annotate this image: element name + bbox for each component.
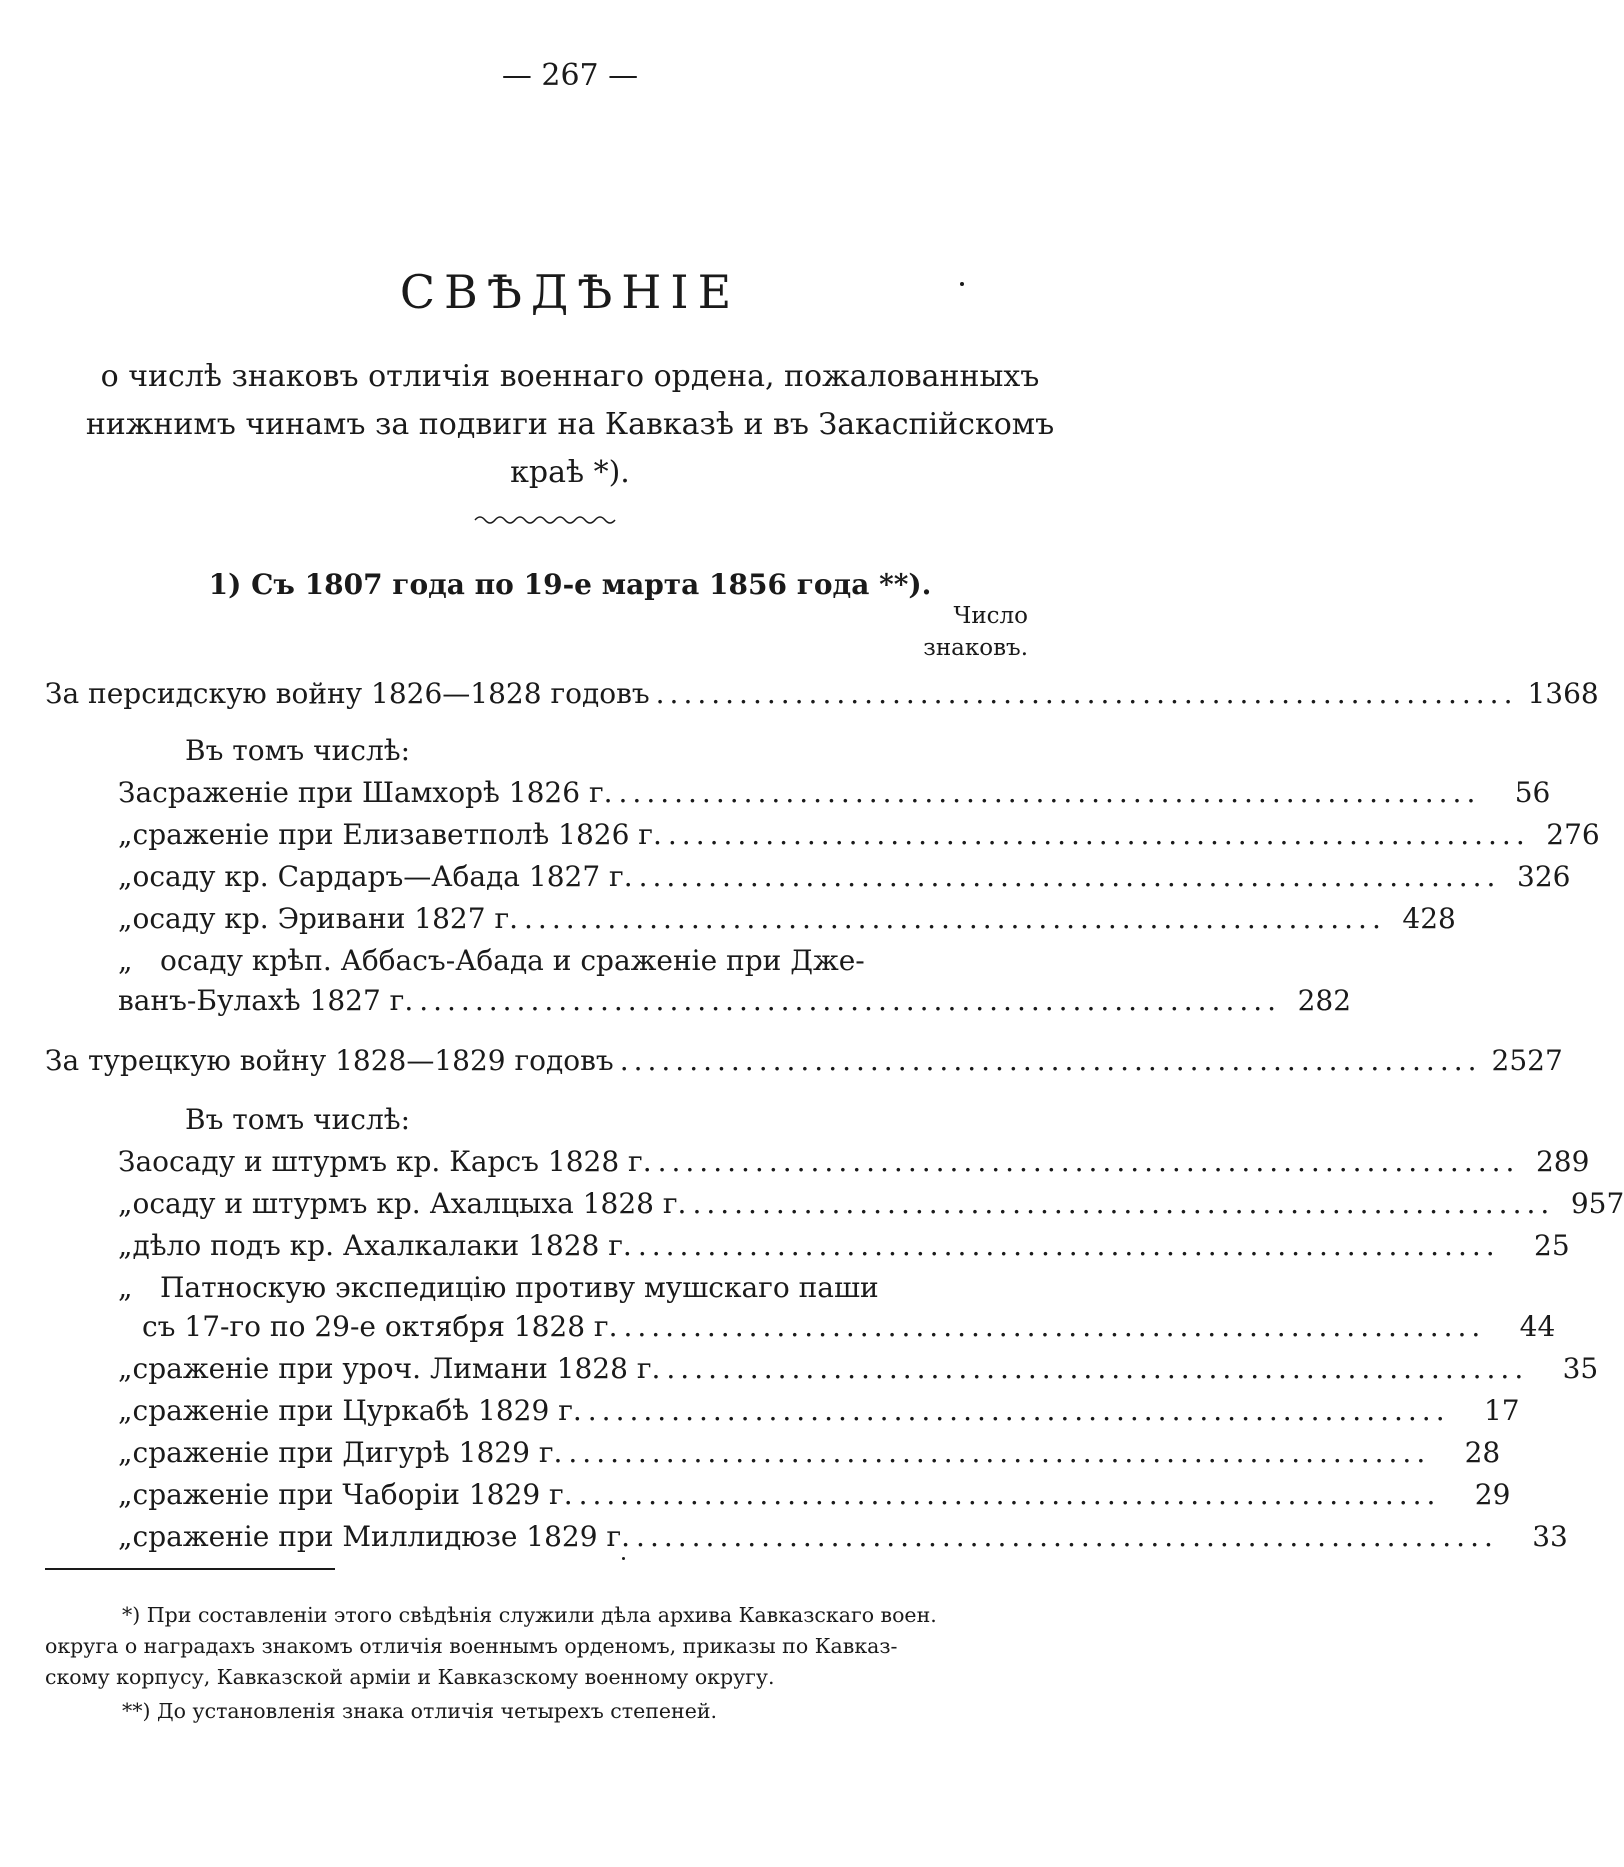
print-speck <box>960 282 964 286</box>
footnote-1-line-1: *) При составленіи этого свѣдѣнія служили дѣла архива Кавказскаго воен. <box>122 1603 937 1627</box>
column-header-line-1: Число <box>953 603 1028 629</box>
item-count: 17 <box>1483 1394 1520 1427</box>
item-count: 25 <box>1534 1229 1570 1262</box>
list-item <box>118 1394 1520 1428</box>
ditto-mark: „ <box>118 1520 133 1553</box>
item-text: сраженіе при Чаборіи 1829 г. <box>132 1478 573 1511</box>
ditto-mark: „ <box>118 1352 133 1385</box>
item-count: 28 <box>1464 1436 1501 1469</box>
persian-war-including: Въ томъ числѣ: <box>185 734 411 767</box>
footnote-1-line-2: округа о наградахъ знакомъ отличія военнымъ орденомъ, приказы по Кавказ- <box>45 1634 898 1658</box>
item-text: осаду крѣп. Аббасъ-Абада и сраженіе при Дже- <box>160 944 865 977</box>
wavy-divider <box>475 514 615 526</box>
dot-leader: .............................................................. <box>623 1310 1486 1343</box>
ditto-mark: За <box>118 1145 153 1178</box>
page-number: — 267 — <box>501 58 639 93</box>
dot-leader: .............................................................. <box>666 1352 1529 1385</box>
turkish-war-including: Въ томъ числѣ: <box>185 1103 411 1136</box>
dot-leader: .............................................................. <box>657 1145 1520 1178</box>
item-count: 957 <box>1570 1187 1624 1220</box>
list-item <box>118 1352 1599 1386</box>
item-count: 29 <box>1474 1478 1511 1511</box>
dot-leader: .............................................................. <box>638 860 1501 893</box>
item-count: 56 <box>1514 776 1551 809</box>
dot-leader: .............................................................. <box>667 818 1530 851</box>
item-count: 276 <box>1546 818 1600 851</box>
footnote-1-line-3: скому корпусу, Кавказской арміи и Кавказскому военному округу. <box>45 1665 775 1689</box>
dot-leader: .............................................................. <box>578 1478 1441 1511</box>
list-item <box>118 1436 1501 1470</box>
dot-leader: .............................................................. <box>587 1394 1450 1427</box>
ditto-mark: „ <box>118 944 133 977</box>
item-text: съ 17-го по 29-е октября 1828 г. <box>142 1310 618 1343</box>
list-item-wrapped-second <box>118 1310 1556 1344</box>
ditto-mark: „ <box>118 1394 133 1427</box>
item-text: ванъ-Булахѣ 1827 г. <box>118 984 414 1017</box>
item-count: 289 <box>1535 1145 1590 1178</box>
item-count: 33 <box>1532 1520 1568 1553</box>
ditto-mark: „ <box>118 1229 133 1262</box>
item-text: сраженіе при Елизаветполѣ 1826 г. <box>132 818 662 851</box>
list-item <box>118 1187 1624 1221</box>
item-text: сраженіе при Миллидюзе 1829 г. <box>132 1520 631 1553</box>
dot-leader: .............................................................. <box>636 1520 1498 1553</box>
persian-war-label: За персидскую войну 1826—1828 годовъ <box>45 677 650 710</box>
persian-war-total: 1368 <box>1527 677 1599 710</box>
item-text: Патноскую экспедицію противу мушскаго паши <box>160 1271 879 1304</box>
list-item <box>118 1229 1570 1263</box>
item-count: 428 <box>1402 902 1456 935</box>
item-text: осаду и штурмъ кр. Карсъ 1828 г. <box>152 1145 652 1178</box>
ditto-mark: „ <box>118 1478 133 1511</box>
item-text: сраженіе при уроч. Лимани 1828 г. <box>132 1352 661 1385</box>
page-title: СВѢДѢНІЕ <box>399 265 741 319</box>
turkish-war-total: 2527 <box>1491 1044 1563 1077</box>
dot-leader: .............................................................. <box>637 1229 1500 1262</box>
list-item-wrapped-second <box>118 984 1352 1018</box>
ditto-mark: „ <box>118 1187 133 1220</box>
dot-leader: .............................................................. <box>618 776 1481 809</box>
ditto-mark: За <box>118 776 153 809</box>
item-text: осаду кр. Сардаръ—Абада 1827 г. <box>132 860 633 893</box>
turkish-war-total-row <box>45 1044 1563 1078</box>
dot-leader: .............................................................. <box>692 1187 1555 1220</box>
ditto-mark: „ <box>118 1271 133 1304</box>
ditto-mark: „ <box>118 902 133 935</box>
item-text: сраженіе при Дигурѣ 1829 г. <box>132 1436 563 1469</box>
subtitle-line-2: нижнимъ чинамъ за подвиги на Кавказѣ и въ Закаспійскомъ <box>85 407 1055 442</box>
list-item <box>118 1478 1511 1512</box>
section-heading: 1) Съ 1807 года по 19-е марта 1856 года **). <box>208 568 932 601</box>
ditto-mark: „ <box>118 860 133 893</box>
item-text: дѣло подъ кр. Ахалкалаки 1828 г. <box>132 1229 632 1262</box>
list-item <box>118 1145 1590 1179</box>
list-item-wrapped-first <box>118 1271 918 1305</box>
ditto-mark: „ <box>118 818 133 851</box>
list-item <box>118 860 1571 894</box>
item-count: 282 <box>1297 984 1352 1017</box>
column-header-line-2: знаковъ. <box>923 635 1028 661</box>
list-item-wrapped-first <box>118 944 918 978</box>
item-text: осаду кр. Эривани 1827 г. <box>132 902 519 935</box>
item-count: 326 <box>1517 860 1571 893</box>
item-text: сраженіе при Цуркабѣ 1829 г. <box>132 1394 582 1427</box>
ditto-mark: „ <box>118 1436 133 1469</box>
footnote-2: **) До установленія знака отличія четырехъ степеней. <box>122 1699 718 1723</box>
persian-war-total-row <box>45 677 1599 711</box>
list-item <box>118 1520 1568 1554</box>
dot-leader: .............................................................. <box>419 984 1282 1017</box>
item-count: 44 <box>1519 1310 1556 1343</box>
footnote-rule <box>45 1568 335 1570</box>
print-speck <box>622 1557 625 1560</box>
dot-leader: .............................................................. <box>568 1436 1431 1469</box>
item-text: сраженіе при Шамхорѣ 1826 г. <box>152 776 613 809</box>
dot-leader: .............................................................. <box>655 677 1518 710</box>
turkish-war-label: За турецкую войну 1828—1829 годовъ <box>45 1044 614 1077</box>
dot-leader: .............................................................. <box>524 902 1386 935</box>
item-count: 35 <box>1562 1352 1599 1385</box>
subtitle-line-3: краѣ *). <box>510 455 630 490</box>
item-text: осаду и штурмъ кр. Ахалцыха 1828 г. <box>132 1187 687 1220</box>
subtitle-line-1: о числѣ знаковъ отличія военнаго ордена, пожалованныхъ <box>100 359 1040 394</box>
column-header <box>828 600 1028 664</box>
dot-leader: .............................................................. <box>619 1044 1482 1077</box>
list-item <box>118 818 1600 852</box>
list-item <box>118 902 1456 936</box>
list-item <box>118 776 1551 810</box>
